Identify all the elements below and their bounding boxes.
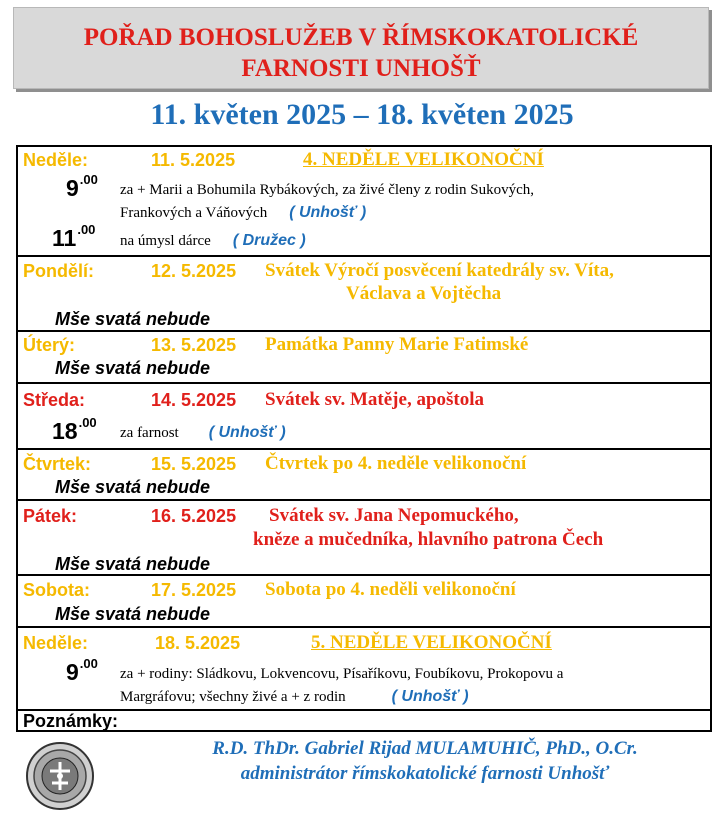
- feast-name: Svátek sv. Matěje, apoštola: [265, 389, 485, 410]
- signature-title: administrátor římskokatolické farnosti Unhošť: [240, 763, 610, 784]
- mass-time: $9^{.00}$: [66, 656, 98, 685]
- mass-intention-cont: Frankových a Váňových ( Unhošť ): [120, 204, 367, 221]
- day-name: Čtvrtek:: [23, 454, 92, 474]
- day-date: 12. 5.2025: [151, 261, 237, 281]
- feast-name: 5. NEDĚLE VELIKONOČNÍ: [311, 632, 552, 653]
- day-name: Úterý:: [23, 335, 76, 355]
- day-name: Sobota:: [23, 580, 90, 600]
- day-row-sunday-18: [18, 626, 710, 709]
- feast-name-cont: kněze a mučedníka, hlavního patrona Čech: [253, 529, 604, 550]
- day-date: 14. 5.2025: [151, 390, 237, 410]
- mass-intention: na úmysl dárce ( Družec ): [120, 232, 306, 249]
- mass-place: ( Unhošť ): [289, 204, 367, 221]
- day-date: 18. 5.2025: [155, 633, 241, 653]
- day-date: 15. 5.2025: [151, 454, 237, 474]
- day-row-thursday: [18, 448, 710, 499]
- mass-place: ( Družec ): [232, 232, 306, 249]
- date-range-heading: 11. květen 2025 – 18. květen 2025: [150, 98, 574, 131]
- mass-intention: za farnost ( Unhošť ): [120, 424, 286, 441]
- day-row-monday: [18, 255, 710, 330]
- no-mass-note: Mše svatá nebude: [55, 554, 211, 574]
- no-mass-note: Mše svatá nebude: [55, 309, 211, 329]
- mass-intention: za + Marii a Bohumila Rybákových, za živé členy z rodin Sukových,: [120, 182, 534, 198]
- day-name: Neděle:: [23, 150, 89, 170]
- feast-name: Svátek sv. Jana Nepomuckého,: [269, 505, 519, 526]
- day-name: Neděle:: [23, 633, 89, 653]
- signature-name: R.D. ThDr. Gabriel Rijad MULAMUHIČ, PhD., O.Cr.: [212, 738, 638, 759]
- day-date: 13. 5.2025: [151, 335, 237, 355]
- day-row-friday: [18, 499, 710, 574]
- feast-name: Památka Panny Marie Fatimské: [265, 334, 529, 355]
- day-row-sunday-11: [18, 147, 710, 255]
- day-row-saturday: [18, 574, 710, 626]
- feast-name: Sobota po 4. neděli velikonoční: [265, 579, 516, 600]
- parish-seal-icon: [24, 740, 96, 812]
- day-date: 16. 5.2025: [151, 506, 237, 526]
- title-line-2: FARNOSTI UNHOŠŤ: [241, 55, 481, 82]
- day-date: 11. 5.2025: [151, 150, 236, 170]
- mass-time: $11^{.00}$: [52, 222, 96, 251]
- mass-time: $9^{.00}$: [66, 172, 98, 201]
- page-title: [14, 22, 708, 84]
- day-date: 17. 5.2025: [151, 580, 237, 600]
- mass-time: $18^{.00}$: [52, 415, 97, 444]
- day-row-wednesday: [18, 382, 710, 448]
- schedule-table: [16, 145, 712, 732]
- day-name: Pátek:: [23, 506, 78, 526]
- day-name: Pondělí:: [23, 261, 94, 281]
- feast-name: 4. NEDĚLE VELIKONOČNÍ: [303, 149, 544, 170]
- feast-name: Svátek Výročí posvěcení katedrály sv. Víta,: [265, 260, 614, 281]
- no-mass-note: Mše svatá nebude: [55, 477, 211, 497]
- mass-intention-cont: Margráfovu; všechny živé a + z rodin ( Unhošť ): [120, 688, 469, 705]
- notes-label: Poznámky:: [23, 711, 119, 731]
- feast-name-cont: Václava a Vojtěcha: [346, 283, 502, 304]
- mass-place: ( Unhošť ): [391, 688, 469, 705]
- header-banner: [13, 7, 709, 89]
- no-mass-note: Mše svatá nebude: [55, 604, 211, 624]
- notes-row: [18, 709, 710, 730]
- feast-name: Čtvrtek po 4. neděle velikonoční: [265, 453, 527, 474]
- mass-intention: za + rodiny: Sládkovu, Lokvencovu, Písaříkovu, Foubíkovu, Prokopovu a: [120, 666, 564, 682]
- title-line-1: POŘAD BOHOSLUŽEB V ŘÍMSKOKATOLICKÉ: [83, 24, 639, 51]
- mass-place: ( Unhošť ): [208, 424, 286, 441]
- day-name: Středa:: [23, 390, 86, 410]
- day-row-tuesday: [18, 330, 710, 382]
- no-mass-note: Mše svatá nebude: [55, 358, 211, 378]
